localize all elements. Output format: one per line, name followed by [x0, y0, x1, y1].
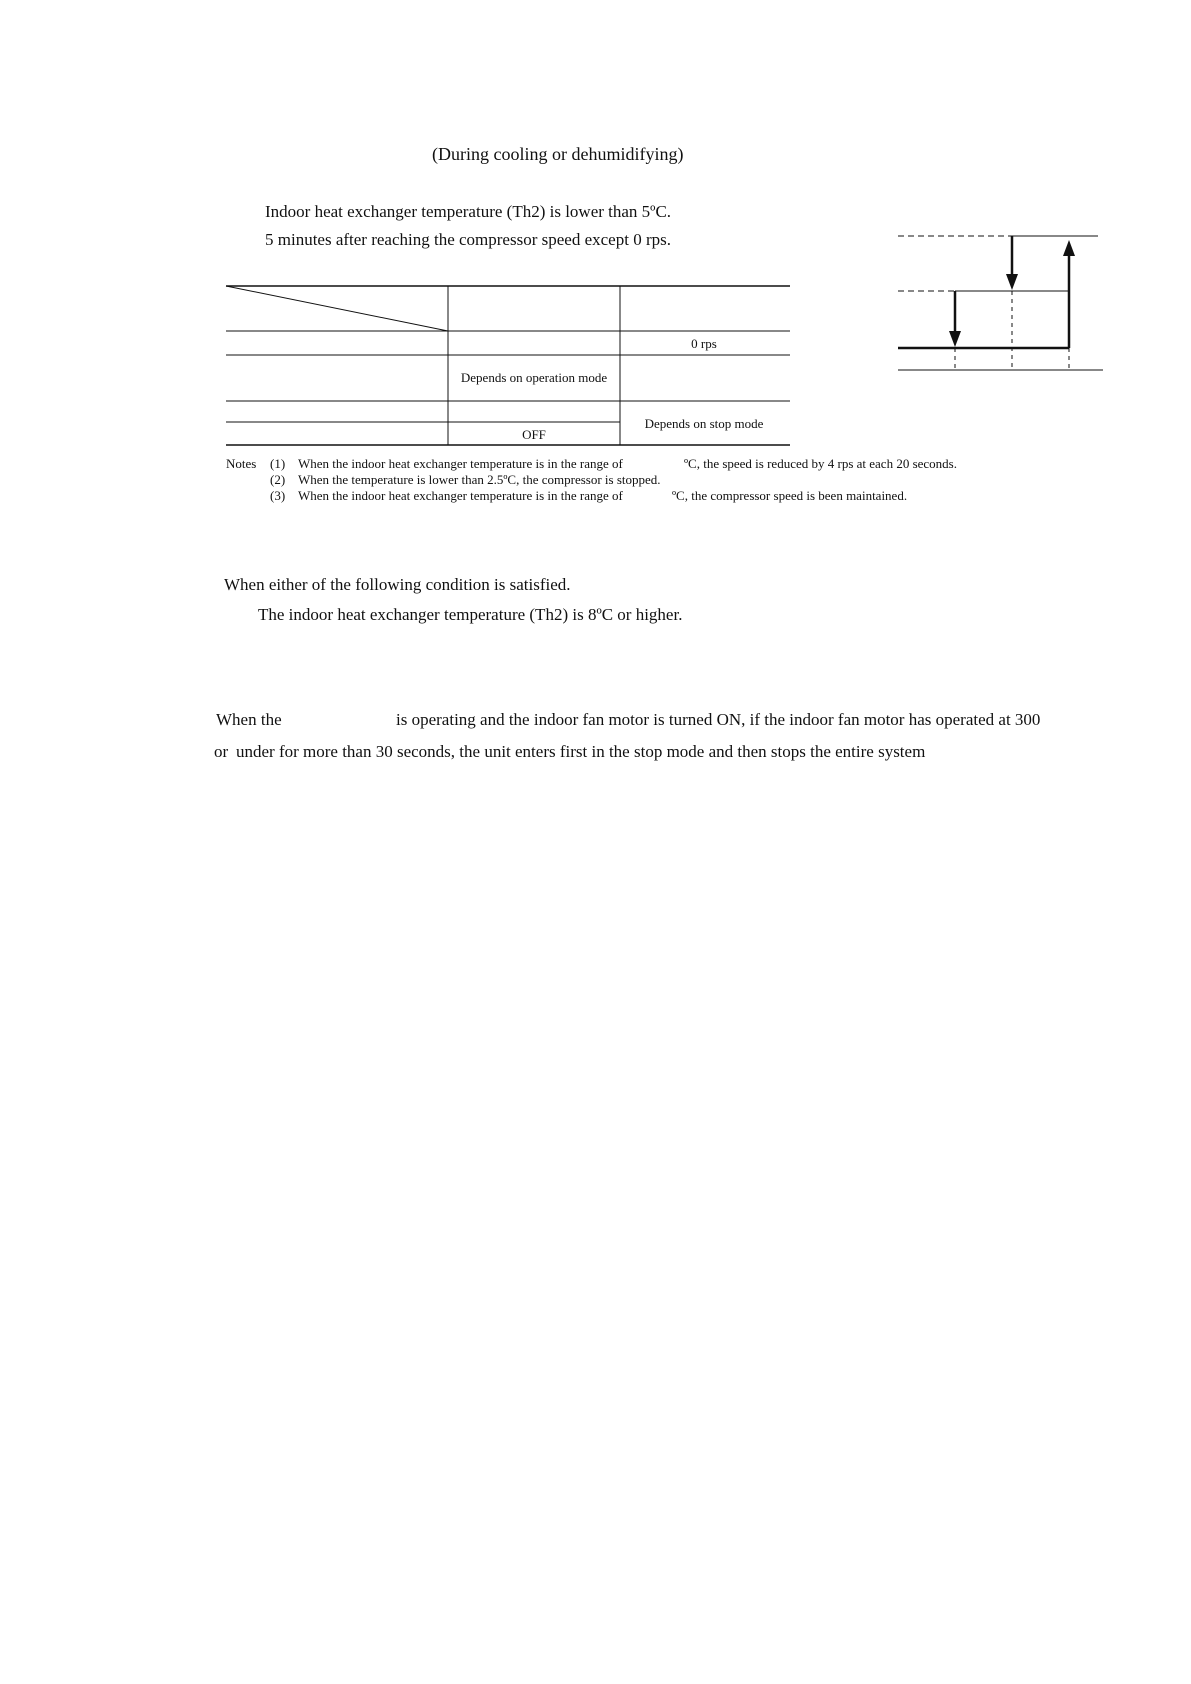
- table-cell-operation-mode: Depends on operation mode: [460, 370, 608, 385]
- note-2-num: (2): [270, 472, 286, 487]
- cooling-header: (During cooling or dehumidifying): [432, 144, 684, 164]
- note-1-num: (1): [270, 456, 286, 471]
- table-cell-off: OFF: [522, 427, 546, 442]
- fan-line2-start: or: [214, 742, 229, 761]
- note-3-num: (3): [270, 488, 286, 503]
- note-3-text: When the indoor heat exchanger temperature is in the range of: [298, 488, 623, 503]
- reset-condition-1: The indoor heat exchanger temperature (Th2) is 8ºC or higher.: [258, 605, 683, 624]
- fan-line2-rest: under for more than 30 seconds, the unit enters first in the stop mode and then stops the entire system: [236, 742, 926, 761]
- table-cell-0rps: 0 rps: [691, 336, 717, 351]
- note-1-text: When the indoor heat exchanger temperature is in the range of: [298, 456, 623, 471]
- table-cell-stop-mode: Depends on stop mode: [644, 416, 764, 431]
- start-condition-1: Indoor heat exchanger temperature (Th2) is lower than 5ºC.: [265, 202, 672, 221]
- note-3-tail: ºC, the compressor speed is been maintained.: [672, 488, 908, 503]
- start-condition-2: 5 minutes after reaching the compressor speed except 0 rps.: [265, 230, 671, 249]
- note-2-text: When the temperature is lower than 2.5ºC, the compressor is stopped.: [298, 472, 661, 487]
- notes-label: Notes: [226, 456, 257, 471]
- fan-line1-start: When the: [216, 710, 282, 729]
- note-1-tail: ºC, the speed is reduced by 4 rps at each 20 seconds.: [684, 456, 957, 471]
- reset-intro: When either of the following condition is satisfied.: [224, 575, 571, 594]
- fan-line1-rest: is operating and the indoor fan motor is turned ON, if the indoor fan motor has operated at 300: [396, 710, 1041, 729]
